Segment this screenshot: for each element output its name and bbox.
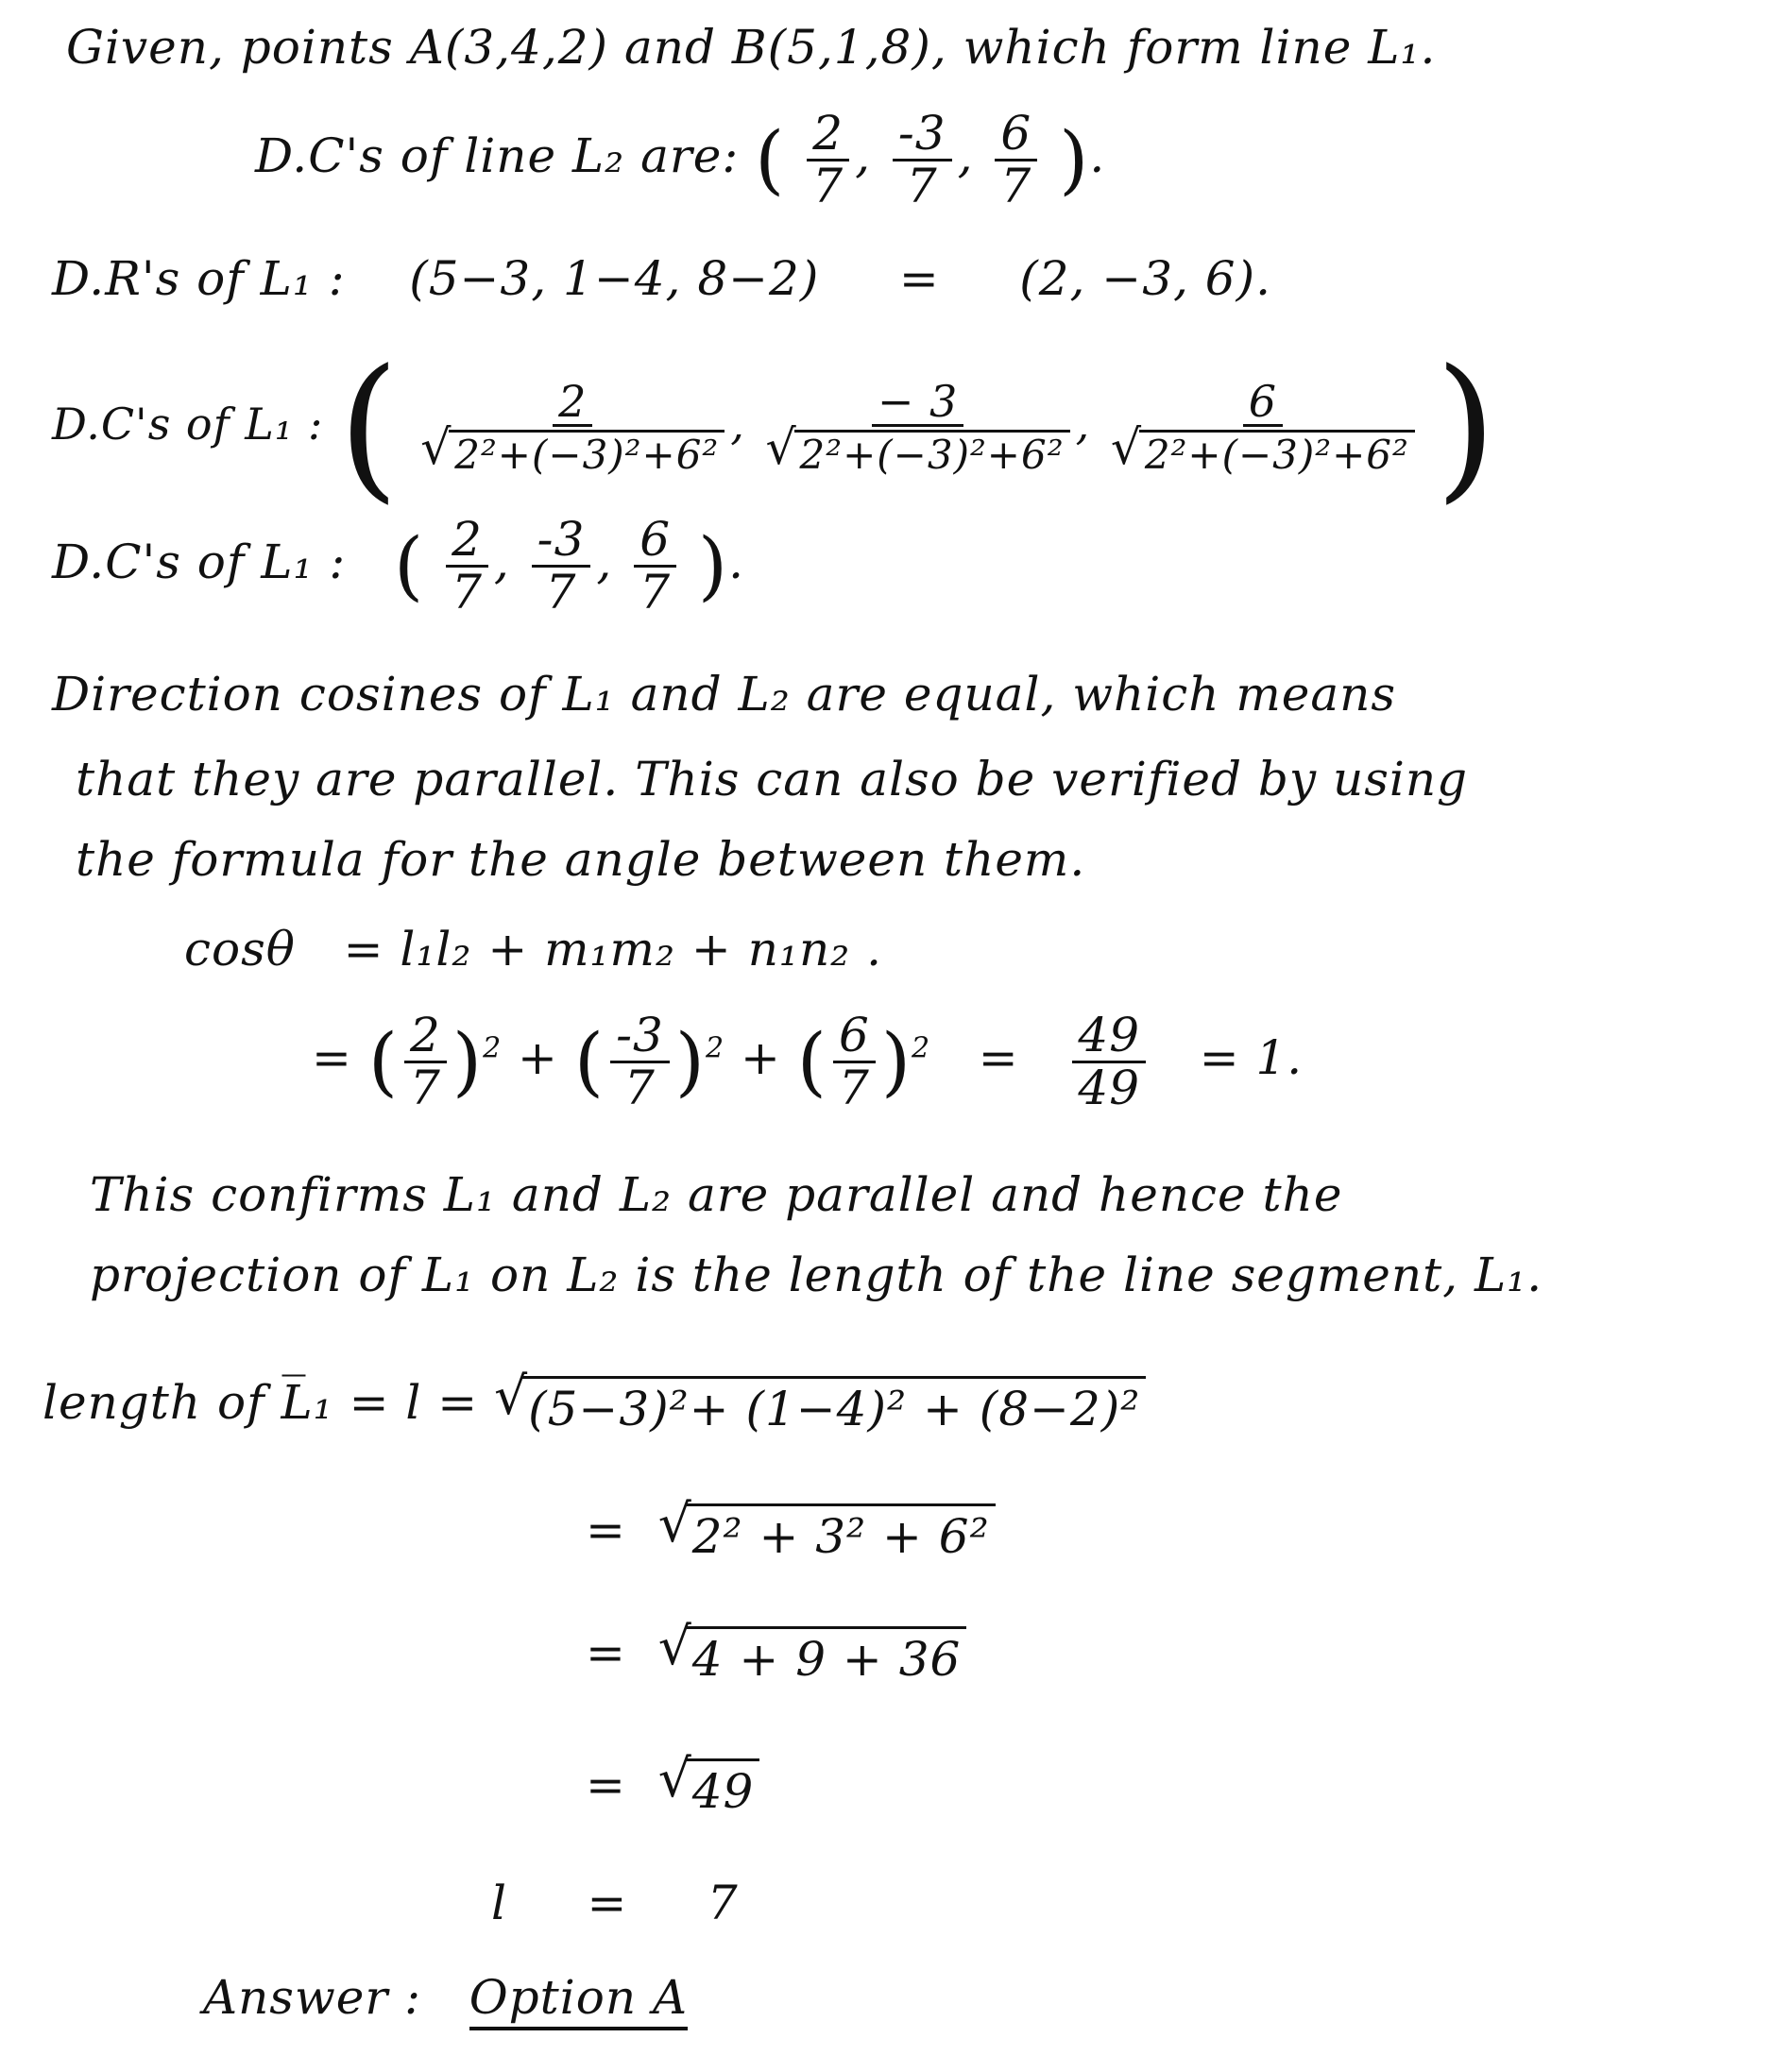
dr-l1-expression: (5−3, 1−4, 8−2) — [409, 251, 820, 306]
para1-line-2: that they are parallel. This can also be verified by using — [76, 752, 1469, 807]
dc-l2-line: D.C's of line L₂ are: ( $\frac{2}{7}$ , $\frac{-3}{7}$ , $\frac{6}{7}$ ). — [255, 106, 1106, 213]
dc-l1-label: D.C's of L₁ : — [52, 398, 324, 450]
cos-final: = 1. — [1199, 1030, 1304, 1085]
length-label: length of L̅₁ = l = — [43, 1375, 479, 1430]
final-lhs: l — [491, 1876, 507, 1930]
dc-l2-m-fraction: $\frac{-3}{7}$ — [893, 109, 952, 211]
dc-l1-m-fraction: $\frac{-3}{7}$ — [532, 515, 591, 617]
dc-l1-label-2: D.C's of L₁ : — [52, 535, 347, 589]
answer-line — [203, 1969, 688, 2026]
final-result-line — [491, 1875, 739, 1931]
dc-l1-a-fraction: 2 √ 2²+(−3)²+6² — [420, 379, 725, 477]
cos-formula-line — [184, 921, 882, 977]
dc-l2-l-fraction: $\frac{2}{7}$ — [807, 109, 849, 211]
given-points-line: Given, points A(3,4,2) and B(5,1,8), which form line L₁. — [66, 20, 1437, 75]
cos-rhs: = l₁l₂ + m₁m₂ + n₁n₂ . — [343, 922, 882, 977]
length-line — [43, 1365, 1146, 1437]
length-sqrt: √ (5−3)²+ (1−4)² + (8−2)² — [494, 1376, 1146, 1437]
dr-l1-label: D.R's of L₁ : — [52, 251, 346, 306]
step-1: = √ 2² + 3² + 6² — [586, 1502, 996, 1565]
dc-l1-sqrt-line: D.C's of L₁ : ( 2 √ 2²+(−3)²+6² , − 3 √ 2²+(−3)²+6² , 6 √ 2²+(−3)²+6² ) — [52, 336, 1498, 518]
dc-l2-n-fraction: $\frac{6}{7}$ — [995, 109, 1037, 211]
cos-t2-fraction: $\frac{-3}{7}$ — [610, 1011, 670, 1112]
para2-line-2: projection of L₁ on L₂ is the length of the line segment, L₁. — [90, 1248, 1543, 1302]
final-val: 7 — [707, 1876, 739, 1930]
answer-label: Answer : — [203, 1970, 421, 2025]
para1-line-3: the formula for the angle between them. — [76, 832, 1086, 887]
cos-t3-fraction: $\frac{6}{7}$ — [833, 1011, 876, 1112]
para1-line-1: Direction cosines of L₁ and L₂ are equal, which means — [52, 667, 1396, 722]
dc-l1-simplified-line: D.C's of L₁ : ( $\frac{2}{7}$ , $\frac{-3}{7}$ , $\frac{6}{7}$ ). — [52, 512, 745, 620]
cos-lhs: cosθ — [184, 922, 296, 977]
dc-l1-l-fraction: $\frac{2}{7}$ — [446, 515, 488, 617]
dr-l1-result: (2, −3, 6). — [1019, 251, 1272, 306]
final-eq: = — [587, 1876, 628, 1930]
dr-l1-equals: = — [898, 251, 940, 306]
dr-l1-line — [52, 250, 1271, 307]
dc-l2-label: D.C's of line L₂ are: — [255, 128, 740, 183]
answer-value: Option A — [469, 1970, 688, 2030]
cos-computation-line: = ( $\frac{2}{7}$ )$^2$ + ( $\frac{-3}{7}$ )$^2$ + ( $\frac{6}{7}$ )$^2$ = $\frac{49}{49}$ = 1. — [312, 1008, 1304, 1115]
para2-line-1: This confirms L₁ and L₂ are parallel and hence the — [90, 1167, 1343, 1222]
dc-l1-c-fraction: 6 √ 2²+(−3)²+6² — [1111, 379, 1415, 477]
dc-l1-n-fraction: $\frac{6}{7}$ — [634, 515, 676, 617]
cos-t1-fraction: $\frac{2}{7}$ — [404, 1011, 447, 1112]
cos-result-fraction: $\frac{49}{49}$ — [1072, 1011, 1146, 1112]
step-2: = √ 4 + 9 + 36 — [586, 1624, 966, 1688]
dc-l1-b-fraction: − 3 √ 2²+(−3)²+6² — [766, 379, 1070, 477]
step-3: = √ 49 — [586, 1757, 759, 1820]
cos-step-eq: = — [312, 1030, 352, 1085]
